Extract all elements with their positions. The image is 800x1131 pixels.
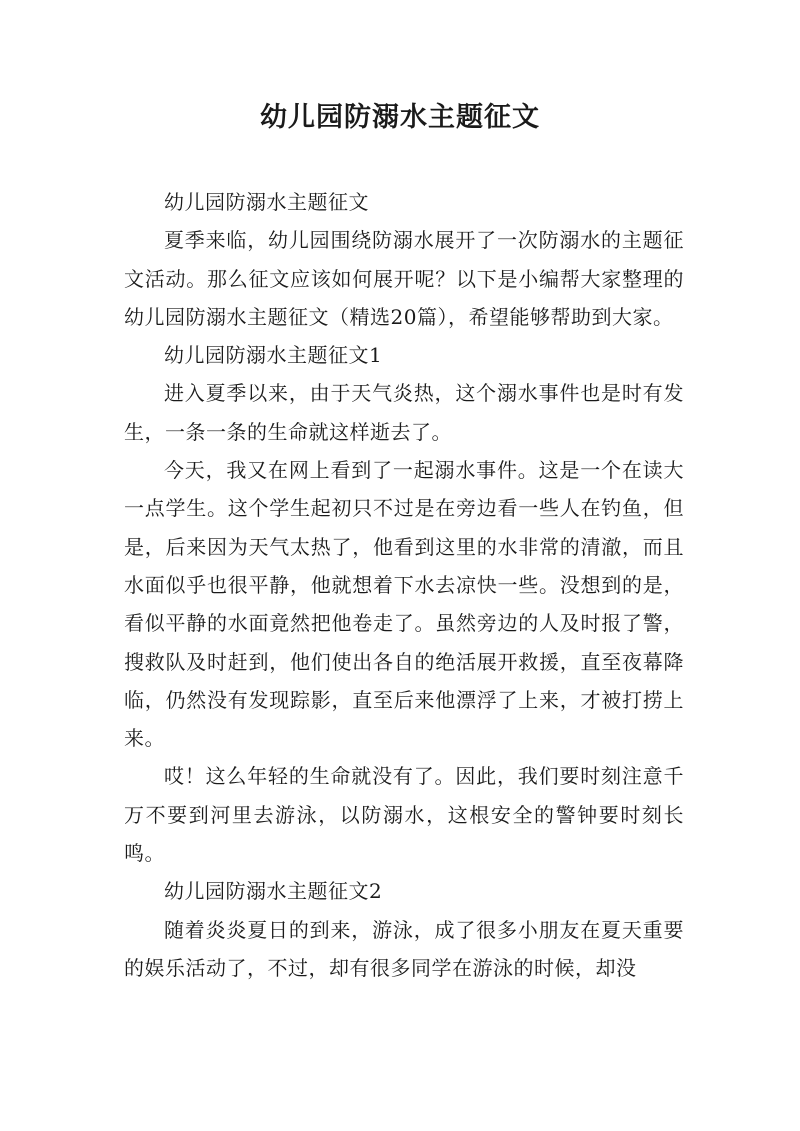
paragraph: 随着炎炎夏日的到来，游泳，成了很多小朋友在夏天重要的娱乐活动了，不过，却有很多同学在游泳的时候，却没	[124, 917, 684, 980]
paragraph-intro: 夏季来临，幼儿园围绕防溺水展开了一次防溺水的主题征文活动。那么征文应该如何展开呢？以下是小编帮大家整理的幼儿园防溺水主题征文（精选20篇），希望能够帮助到大家。	[124, 228, 684, 329]
section-heading-2: 幼儿园防溺水主题征文2	[164, 879, 383, 904]
document-title: 幼儿园防溺水主题征文	[260, 102, 540, 133]
paragraph: 进入夏季以来，由于天气炎热，这个溺水事件也是时有发生，一条一条的生命就这样逝去了。	[124, 381, 684, 444]
paragraph: 今天，我又在网上看到了一起溺水事件。这是一个在读大一点学生。这个学生起初只不过是在旁边看一些人在钓鱼，但是，后来因为天气太热了，他看到这里的水非常的清澈，而且水面似乎也很平静，他就想着下水去凉快一些。没想到的是，看似平静的水面竟然把他卷走了。虽然旁边的人及时报了警，搜救队及时赶到，他们使出各自的绝活展开救援，直至夜幕降临，仍然没有发现踪影，直至后来他漂浮了上来，才被打捞上来。	[124, 458, 684, 751]
section-heading-1: 幼儿园防溺水主题征文1	[164, 343, 383, 368]
paragraph-subtitle: 幼儿园防溺水主题征文	[164, 190, 369, 214]
document-body	[124, 183, 684, 987]
paragraph: 哎！这么年轻的生命就没有了。因此，我们要时刻注意千万不要到河里去游泳，以防溺水，这根安全的警钟要时刻长鸣。	[124, 764, 684, 866]
